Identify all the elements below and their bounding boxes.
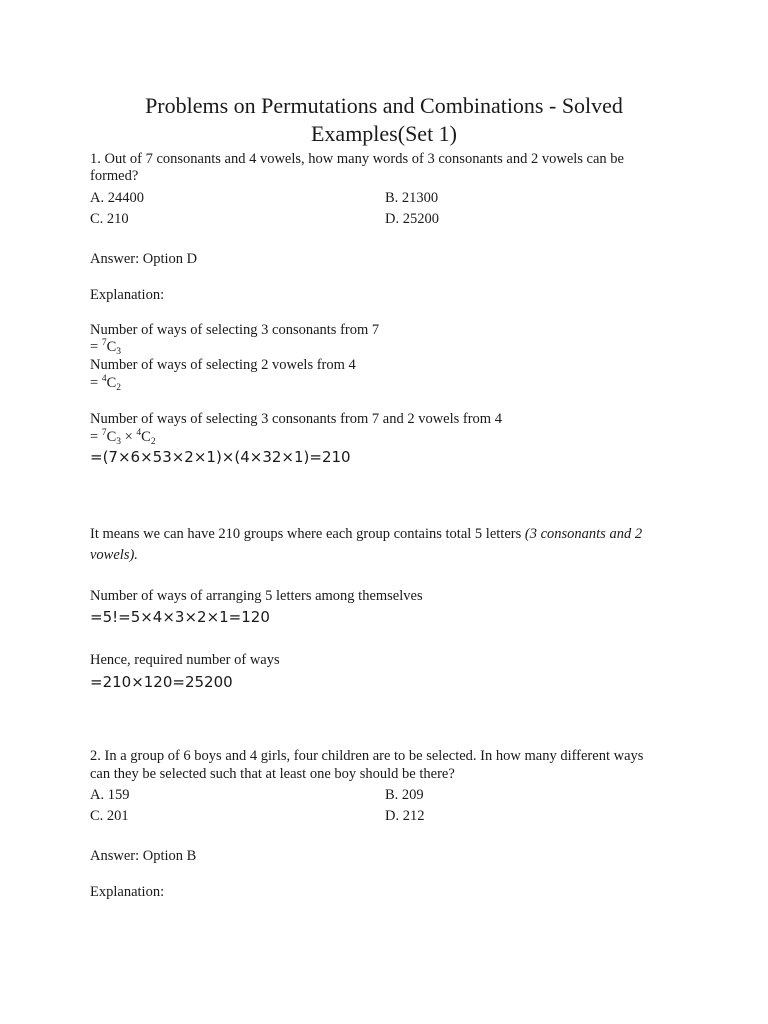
selection-consonants-formula: = $^7C_3$ [90,338,121,357]
question-2-option-b: B. 209 [385,787,424,803]
question-1-option-b: B. 21300 [385,190,439,206]
question-1-option-c: C. 210 [90,211,129,227]
question-2-option-a: A. 159 [90,787,130,803]
question-2-text-line-2: can they be selected such that at least one boy should be there? [90,766,455,782]
question-1-answer: Answer: Option D [90,251,198,267]
selection-vowels-formula: = $^4C_2$ [90,374,121,393]
question-1-explanation-label: Explanation: [90,287,165,303]
hence-calculation: =210×120=25200 [90,673,233,691]
question-2-option-c: C. 201 [90,808,129,824]
selection-combined-calculation: =(7×6×53×2×1)×(4×32×1)=210 [90,448,351,466]
selection-vowels-text: Number of ways of selecting 2 vowels from 4 [90,357,356,373]
question-2-text-line-1: 2. In a group of 6 boys and 4 girls, four children are to be selected. In how many different ways [90,748,644,764]
question-1-text-line-1: 1. Out of 7 consonants and 4 vowels, how many words of 3 consonants and 2 vowels can be [90,151,624,167]
arrangement-calculation: =5!=5×4×3×2×1=120 [90,608,270,626]
groups-text-line-2: vowels). [90,547,138,563]
hence-text: Hence, required number of ways [90,652,280,668]
page-title-line-2: Examples(Set 1) [310,121,458,146]
arrangement-text: Number of ways of arranging 5 letters among themselves [90,588,423,604]
groups-text-line-1: It means we can have 210 groups where each group contains total 5 letters (3 consonants and 2 [90,526,643,542]
selection-consonants-text: Number of ways of selecting 3 consonants from 7 [90,322,380,338]
page-title-line-1: Problems on Permutations and Combinations - Solved [145,93,623,118]
question-2-explanation-label: Explanation: [90,884,165,900]
question-2-answer: Answer: Option B [90,848,197,864]
question-1-option-a: A. 24400 [90,190,144,206]
selection-combined-formula: = $^7C_3 \times ^4C_2$ [90,428,156,447]
selection-combined-text: Number of ways of selecting 3 consonants from 7 and 2 vowels from 4 [90,411,502,427]
question-1-text-line-2: formed? [90,168,139,184]
question-2-option-d: D. 212 [385,808,425,824]
question-1-option-d: D. 25200 [385,211,439,227]
